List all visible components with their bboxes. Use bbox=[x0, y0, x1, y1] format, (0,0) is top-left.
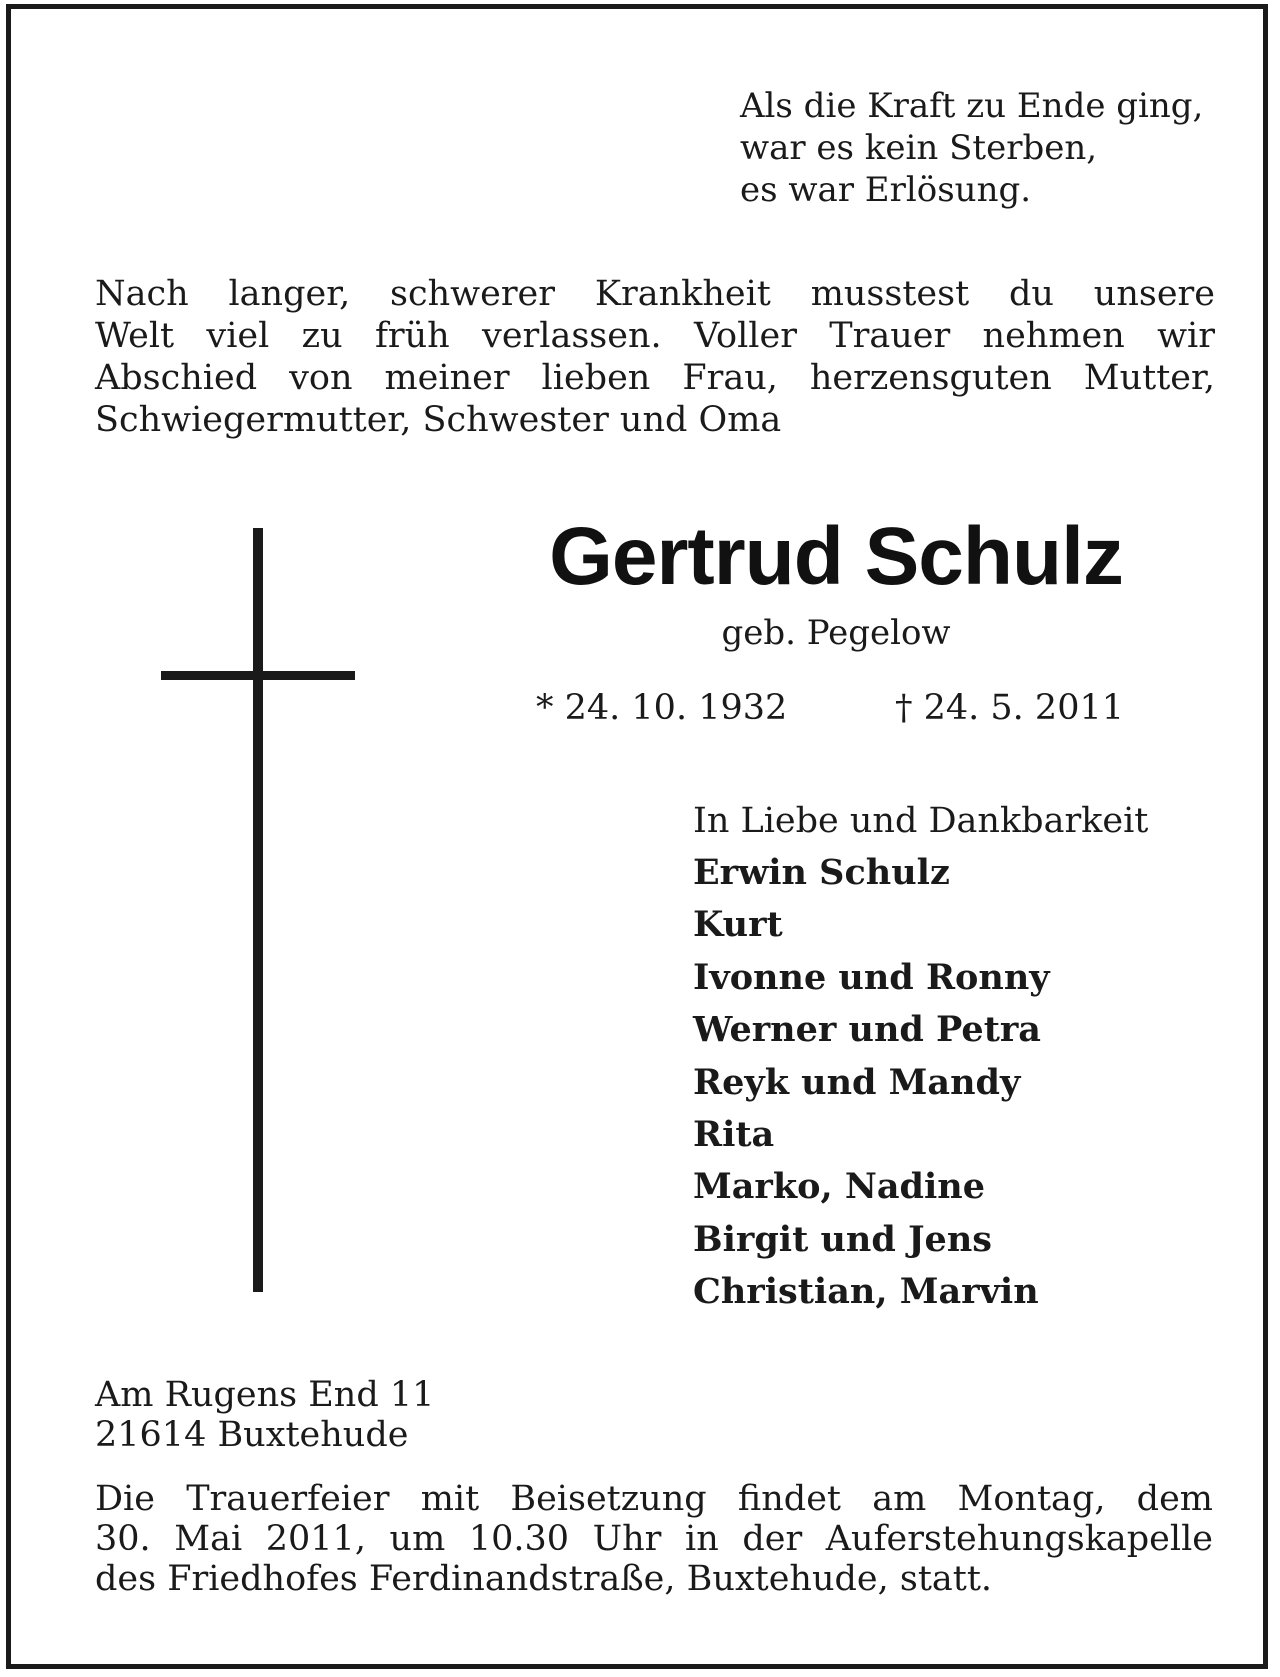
intro-text bbox=[95, 273, 1215, 441]
mourner-name: Rita bbox=[693, 1114, 775, 1156]
deceased-name: Gertrud Schulz bbox=[549, 511, 1123, 602]
cross-horizontal-bar bbox=[161, 671, 355, 680]
maiden-name: geb. Pegelow bbox=[721, 613, 951, 653]
mourner-name: Erwin Schulz bbox=[693, 852, 950, 893]
death-date: † 24. 5. 2011 bbox=[895, 688, 1125, 728]
closing-phrase: In Liebe und Dankbarkeit bbox=[693, 801, 1149, 841]
cross-vertical-bar bbox=[253, 528, 263, 1292]
obituary-notice bbox=[6, 4, 1268, 1669]
mourner-name: Reyk und Mandy bbox=[693, 1061, 1021, 1103]
mourner-name: Christian, Marvin bbox=[693, 1271, 1039, 1313]
mourner-name: Kurt bbox=[693, 904, 783, 946]
intro-line: Welt viel zu früh verlassen. Voller Trauer nehmen wir bbox=[95, 316, 1215, 356]
service-line: des Friedhofes Ferdinandstraße, Buxtehude, statt. bbox=[95, 1559, 993, 1599]
mourner-name: Ivonne und Ronny bbox=[693, 956, 1050, 998]
mourner-name: Birgit und Jens bbox=[693, 1218, 992, 1260]
motto-line: Als die Kraft zu Ende ging, bbox=[740, 86, 1204, 126]
service-line: Die Trauerfeier mit Beisetzung findet am Montag, dem bbox=[95, 1479, 1213, 1519]
mourner-name: Werner und Petra bbox=[693, 1009, 1041, 1051]
address-street: Am Rugens End 11 bbox=[95, 1375, 435, 1415]
address-block bbox=[95, 1375, 434, 1455]
intro-line: Nach langer, schwerer Krankheit musstest du unsere bbox=[95, 274, 1215, 314]
birth-date: * 24. 10. 1932 bbox=[536, 688, 788, 728]
address-city: 21614 Buxtehude bbox=[95, 1415, 409, 1455]
intro-line: Abschied von meiner lieben Frau, herzensguten Mutter, bbox=[95, 358, 1215, 398]
mourner-name: Marko, Nadine bbox=[693, 1166, 985, 1208]
motto-line: war es kein Sterben, bbox=[740, 128, 1098, 168]
mourners-list bbox=[693, 847, 1050, 1319]
service-line: 30. Mai 2011, um 10.30 Uhr in der Auferstehungskapelle bbox=[95, 1519, 1213, 1559]
motto-verse bbox=[740, 85, 1203, 211]
intro-line: Schwiegermutter, Schwester und Oma bbox=[95, 400, 782, 440]
motto-line: es war Erlösung. bbox=[740, 170, 1032, 210]
service-announcement bbox=[95, 1479, 1213, 1599]
